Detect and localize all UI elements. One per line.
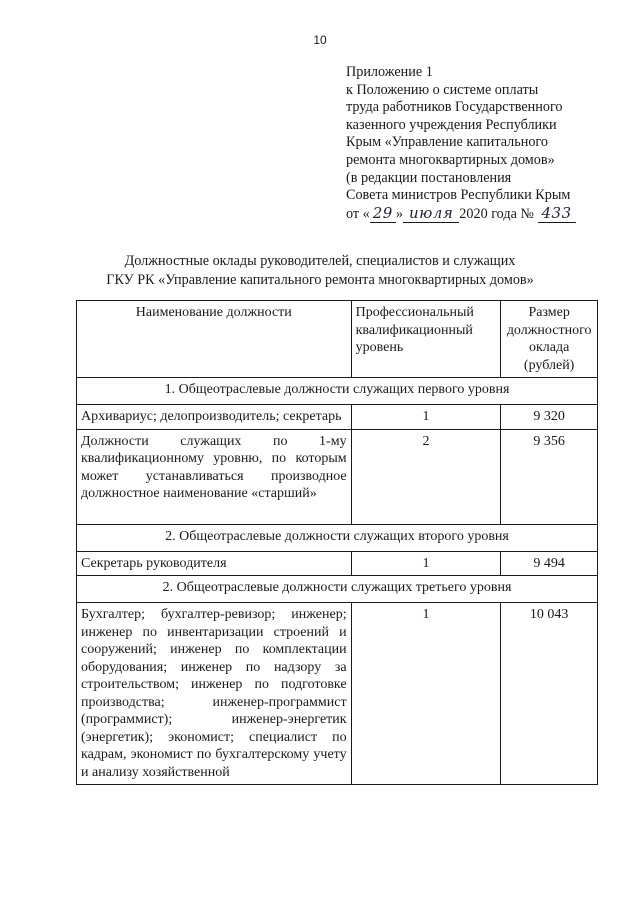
level-cell: 1 bbox=[351, 603, 501, 785]
section-row bbox=[77, 378, 598, 405]
table-row bbox=[77, 405, 598, 430]
header-salary: Размер должностного оклада (рублей) bbox=[501, 301, 598, 378]
appendix-line: к Положению о системе оплаты bbox=[346, 81, 539, 98]
appendix-line: ремонта многоквартирных домов» bbox=[346, 151, 555, 168]
title-line-1: Должностные оклады руководителей, специалистов и служащих bbox=[124, 253, 516, 269]
section-title: 1. Общеотраслевые должности служащих первого уровня bbox=[77, 378, 598, 405]
handwritten-day: 29 bbox=[370, 205, 396, 224]
table-row bbox=[77, 551, 598, 576]
section-title: 2. Общеотраслевые должности служащих третьего уровня bbox=[77, 576, 598, 603]
handwritten-month: июля bbox=[403, 205, 459, 224]
position-cell: Бухгалтер; бухгалтер-ревизор; инженер; инженер по инвентаризации строений и сооружений; инженер по комплектации оборудования; инженер по надзору за строительством; инженер по подготовке производства; инженер-программист (программист); инженер-энергетик (энергетик); экономист; специалист по кадрам, экономист по бухгалтерскому учету и анализу хозяйственной bbox=[77, 603, 352, 785]
level-cell: 1 bbox=[351, 551, 501, 576]
date-prefix: от « bbox=[346, 205, 370, 222]
handwritten-doc-number: 433 bbox=[538, 205, 576, 224]
section-row bbox=[77, 576, 598, 603]
appendix-line: Приложение 1 bbox=[346, 64, 433, 80]
appendix-line: Крым «Управление капитального bbox=[346, 134, 548, 151]
header-level: Профессиональный квалификационный уровень bbox=[351, 301, 501, 378]
appendix-line: Совета министров Республики Крым bbox=[346, 187, 571, 204]
appendix-block bbox=[346, 64, 616, 223]
title-line-2: ГКУ РК «Управление капитального ремонта многоквартирных домов» bbox=[106, 272, 534, 288]
salary-table bbox=[76, 300, 598, 785]
salary-cell: 10 043 bbox=[501, 603, 598, 785]
salary-cell: 9 320 bbox=[501, 405, 598, 430]
appendix-line: казенного учреждения Республики bbox=[346, 116, 557, 133]
resolution-date-line bbox=[346, 205, 616, 224]
table-row bbox=[77, 429, 598, 524]
section-title: 2. Общеотраслевые должности служащих второго уровня bbox=[77, 524, 598, 551]
position-cell: Должности служащих по 1-му квалификационному уровню, по которым может устанавливаться производное должностное наименование «старший» bbox=[77, 429, 352, 524]
section-row bbox=[77, 524, 598, 551]
position-cell: Архивариус; делопроизводитель; секретарь bbox=[77, 405, 352, 430]
appendix-line: (в редакции постановления bbox=[346, 169, 512, 186]
date-mid: » bbox=[395, 205, 403, 222]
page-number: 10 bbox=[313, 33, 327, 47]
level-cell: 1 bbox=[351, 405, 501, 430]
salary-cell: 9 356 bbox=[501, 429, 598, 524]
date-year: 2020 года № bbox=[459, 205, 534, 222]
table-header-row bbox=[77, 301, 598, 378]
document-title bbox=[0, 252, 640, 290]
level-cell: 2 bbox=[351, 429, 501, 524]
table-row bbox=[77, 603, 598, 785]
salary-cell: 9 494 bbox=[501, 551, 598, 576]
header-position: Наименование должности bbox=[77, 301, 352, 378]
position-cell: Секретарь руководителя bbox=[77, 551, 352, 576]
appendix-line: труда работников Государственного bbox=[346, 99, 563, 116]
